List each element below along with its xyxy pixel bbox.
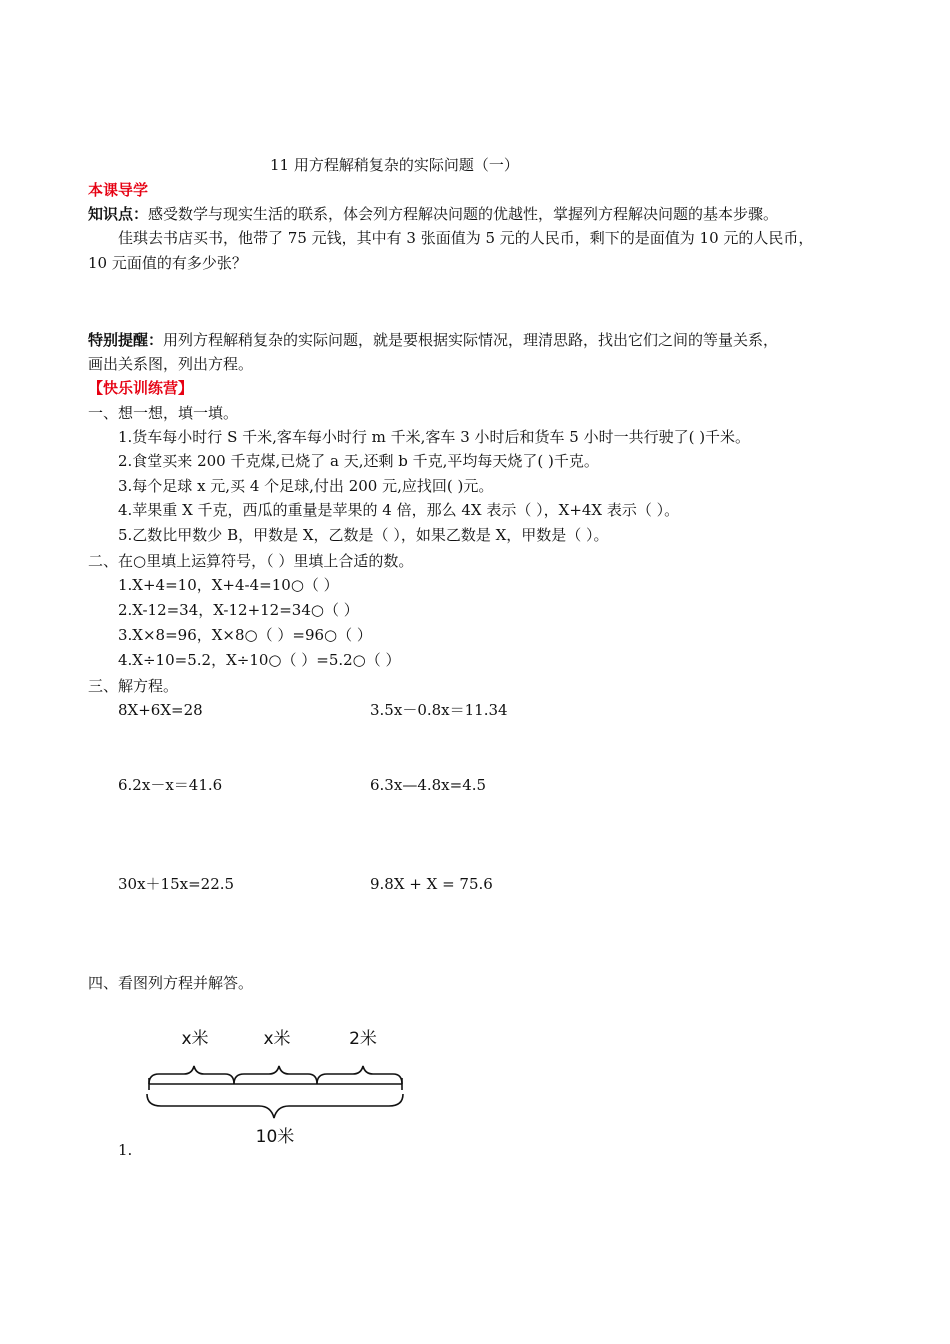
example-problem-line2: 10 元面值的有多少张？ — [88, 254, 247, 272]
top-brace-2 — [234, 1066, 317, 1084]
special-tip — [88, 330, 778, 350]
question-number: 1. — [118, 1141, 133, 1159]
section1-item: 3.每个足球 x 元,买 4 个足球,付出 200 元,应找回( )元。 — [118, 477, 494, 495]
section2-heading: 二、在○里填上运算符号，（ ）里填上合适的数。 — [88, 552, 414, 570]
section2-item: 1.X+4=10，X+4-4=10○（ ） — [118, 576, 339, 594]
special-tip-line2: 画出关系图，列出方程。 — [88, 355, 254, 373]
top-brace-1 — [149, 1066, 234, 1084]
equation: 9.8X + X = 75.6 — [370, 875, 493, 893]
camp-heading: 【快乐训练营】 — [88, 379, 194, 397]
equation: 6.3x—4.8x=4.5 — [370, 776, 487, 794]
tip-label: 特别提醒： — [88, 331, 164, 349]
section1-item: 4.苹果重 X 千克，西瓜的重量是苹果的 4 倍，那么 4X 表示（ ），X+4X 表示（ ）。 — [118, 501, 680, 519]
knowledge-text: 感受数学与现实生活的联系，体会列方程解决问题的优越性，掌握列方程解决问题的基本步骤。 — [148, 205, 779, 223]
knowledge-label: 知识点： — [88, 205, 149, 223]
top-brace-3 — [317, 1066, 402, 1084]
equation: 6.2x－x＝41.6 — [118, 776, 223, 794]
section1-item: 5.乙数比甲数少 B，甲数是 X，乙数是（ ），如果乙数是 X，甲数是（ ）。 — [118, 526, 609, 544]
section2-item: 3.X×8=96，X×8○（ ）=96○（ ） — [118, 626, 372, 644]
section1-item: 1.货车每小时行 S 千米,客车每小时行 m 千米,客车 3 小时后和货车 5 小时一共行驶了( )千米。 — [118, 428, 751, 446]
section4-heading: 四、看图列方程并解答。 — [88, 974, 254, 992]
bottom-brace — [147, 1094, 403, 1118]
equation: 8X+6X=28 — [118, 701, 203, 719]
total-label: 10米 — [255, 1127, 295, 1147]
tip-text: 用列方程解稍复杂的实际问题，就是要根据实际情况，理清思路，找出它们之间的等量关系， — [163, 331, 779, 349]
guide-heading: 本课导学 — [88, 181, 149, 199]
page-title: 11 用方程解稍复杂的实际问题（一） — [270, 156, 519, 174]
segment-label-1: x米 — [181, 1029, 209, 1049]
knowledge-point — [88, 204, 778, 224]
section3-heading: 三、解方程。 — [88, 677, 179, 695]
section1-item: 2.食堂买来 200 千克煤,已烧了 a 天,还剩 b 千克,平均每天烧了( )千克。 — [118, 452, 599, 470]
example-problem-line1: 佳琪去书店买书，他带了 75 元钱，其中有 3 张面值为 5 元的人民币，剩下的是面值为 10 元的人民币， — [118, 229, 814, 247]
section1-heading: 一、想一想，填一填。 — [88, 404, 239, 422]
equation: 30x＋15x=22.5 — [118, 875, 235, 893]
section2-item: 4.X÷10=5.2，X÷10○（ ）=5.2○（ ） — [118, 651, 401, 669]
line-segment-diagram — [135, 1022, 435, 1152]
segment-label-3: 2米 — [349, 1029, 377, 1049]
equation: 3.5x－0.8x＝11.34 — [370, 701, 508, 719]
section2-item: 2.X-12=34，X-12+12=34○（ ） — [118, 601, 359, 619]
segment-label-2: x米 — [263, 1029, 291, 1049]
